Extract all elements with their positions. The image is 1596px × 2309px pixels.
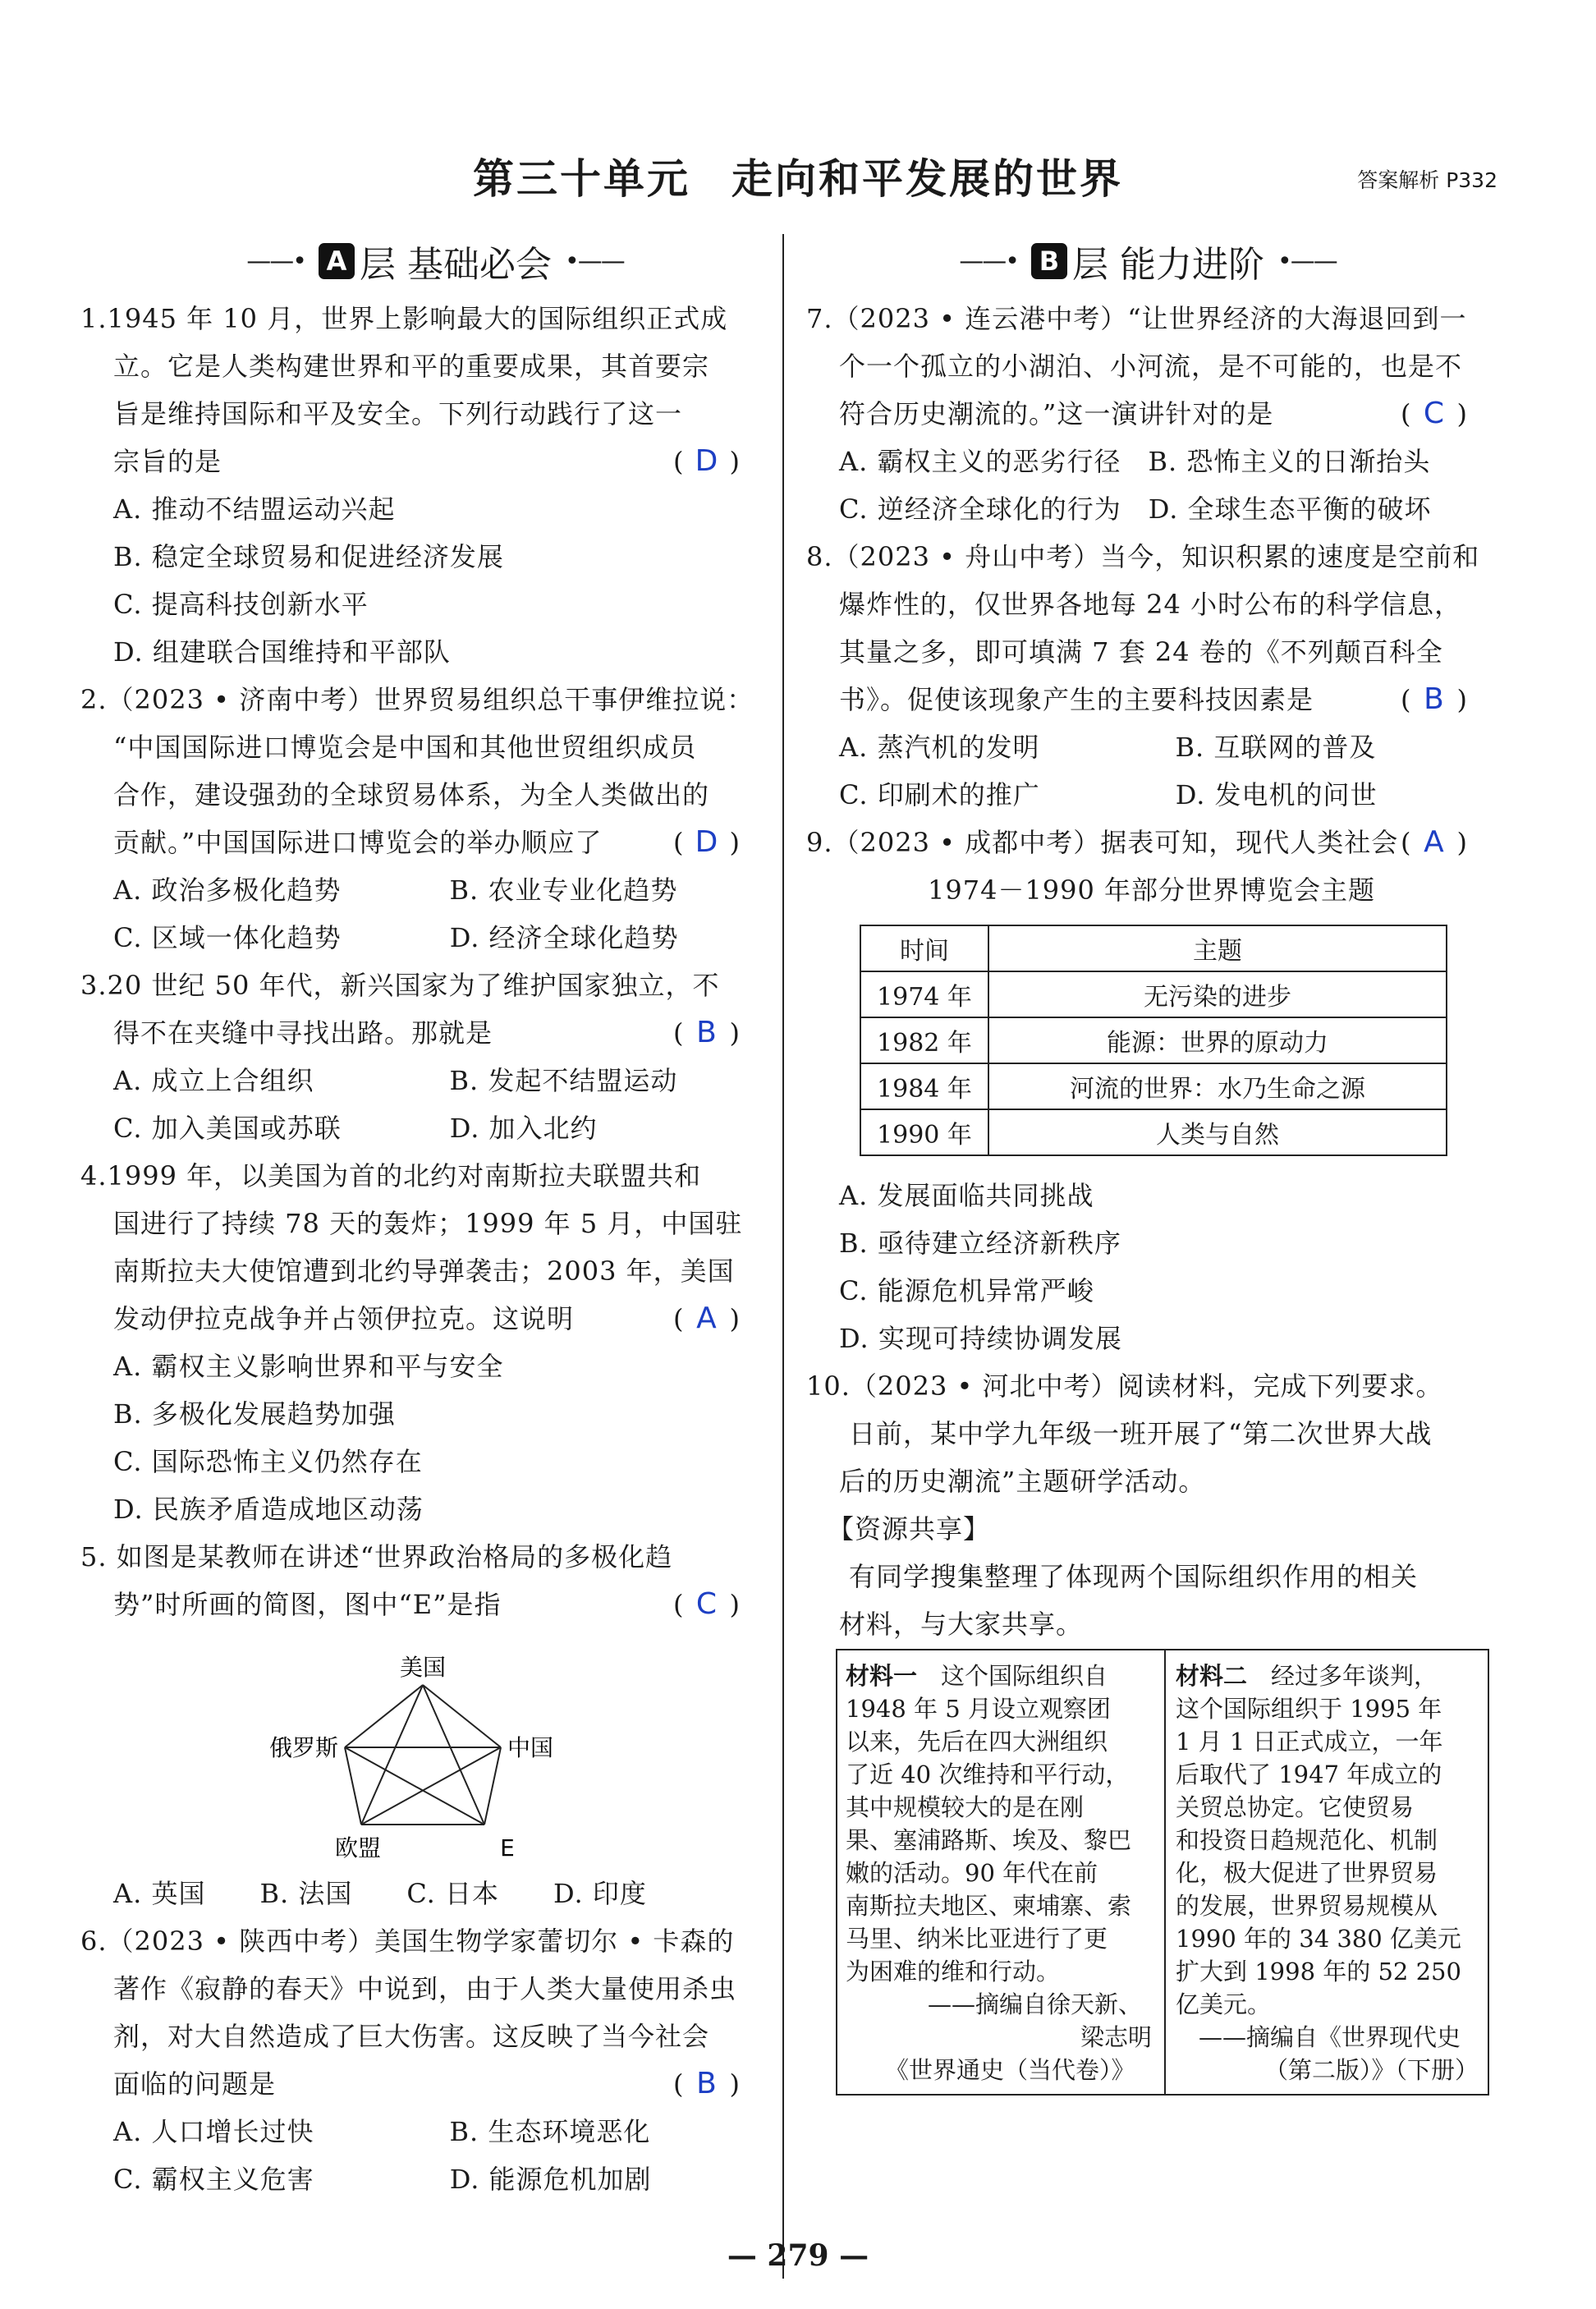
answer-paren: ( C ): [673, 1587, 740, 1621]
section-b-badge: B: [1031, 243, 1067, 279]
option-line: B. 稳定全球贸易和促进经济发展: [113, 541, 504, 572]
text-line: 8.（2023 • 舟山中考）当今，知识积累的速度是空前和: [806, 541, 1480, 572]
table-row: [860, 1063, 1447, 1109]
option-line: A. 政治多极化趋势 B. 农业专业化趋势: [113, 874, 678, 906]
option-line: D. 组建联合国维持和平部队: [113, 636, 451, 668]
table-cell: 1974 年: [860, 971, 988, 1017]
material-line: 关贸总协定。它使贸易: [1176, 1793, 1415, 1821]
text-line: 个一个孤立的小湖泊、小河流，是不可能的，也是不: [839, 351, 1463, 382]
table-cell: 1990 年: [860, 1109, 988, 1155]
node-label: 中国: [507, 1734, 554, 1761]
text-line: 著作《寂静的春天》中说到，由于人类大量使用杀虫: [113, 1973, 737, 2004]
option-line: A. 霸权主义的恶劣行径 B. 恐怖主义的日渐抬头: [839, 446, 1431, 477]
text-line: 后的历史潮流”主题研学活动。: [839, 1466, 1206, 1497]
material-line: 南斯拉夫地区、柬埔寨、索: [846, 1892, 1132, 1920]
answer-paren: ( B ): [1401, 682, 1467, 716]
text-line: 9.（2023 • 成都中考）据表可知，现代人类社会: [806, 827, 1399, 858]
edge-line: [345, 1747, 361, 1825]
materials-box: [836, 1649, 1489, 2096]
material-line: 嫩的活动。90 年代在前: [846, 1859, 1098, 1887]
option-line: D. 民族矛盾造成地区动荡: [113, 1494, 424, 1525]
material-line: 以来，先后在四大洲组织: [846, 1728, 1108, 1756]
table-cell: 无污染的进步: [988, 971, 1447, 1017]
material-line: 这个国际组织自: [917, 1662, 1108, 1690]
answer-mark: A: [696, 1301, 717, 1335]
option-line: A. 蒸汽机的发明 B. 互联网的普及: [839, 732, 1377, 763]
option-line: B. 亟待建立经济新秩序: [839, 1228, 1121, 1259]
table-header-cell: 时间: [860, 925, 988, 971]
material-line: 经过多年谈判，: [1247, 1662, 1438, 1690]
material-line: 这个国际组织于 1995 年: [1176, 1695, 1442, 1723]
text-line: 5. 如图是某教师在讲述“世界政治格局的多极化趋: [80, 1541, 673, 1572]
unit-title: 走向和平发展的世界: [732, 154, 1123, 203]
edge-line: [484, 1747, 501, 1825]
answer-paren: ( B ): [673, 2067, 740, 2100]
option-line: A. 成立上合组织 B. 发起不结盟运动: [113, 1065, 678, 1096]
answer-mark: D: [695, 444, 718, 478]
text-line: “中国国际进口博览会是中国和其他世贸组织成员: [113, 732, 697, 763]
table-row: [860, 971, 1447, 1017]
resource-heading: 【资源共享】: [828, 1513, 991, 1545]
diagonal-line: [361, 1685, 423, 1825]
answer-mark: B: [696, 2067, 717, 2100]
answer-reference: 答案解析 P332: [1357, 168, 1497, 192]
option-line: C. 区域一体化趋势 D. 经济全球化趋势: [113, 922, 679, 953]
answer-paren: ( D ): [673, 825, 740, 859]
material-one-label: 材料一: [846, 1662, 918, 1690]
material-source: 《世界通史（当代卷）》: [885, 2056, 1135, 2084]
table-header-row: [860, 925, 1447, 971]
node-label: 欧盟: [334, 1834, 382, 1861]
material-line: 的发展，世界贸易规模从: [1176, 1892, 1438, 1920]
option-line: C. 提高科技创新水平: [113, 589, 369, 620]
polarity-diagram: [246, 1650, 624, 1864]
text-line: 发动伊拉克战争并占领伊拉克。这说明: [113, 1303, 575, 1334]
node-label: 俄罗斯: [268, 1734, 338, 1761]
answer-paren: ( A ): [673, 1301, 740, 1335]
option-line: B. 多极化发展趋势加强: [113, 1398, 396, 1430]
text-line: 势”时所画的简图，图中“E”是指: [113, 1589, 502, 1620]
divider-left: ——•: [246, 246, 305, 276]
answer-mark: D: [695, 825, 718, 859]
option-line: A. 霸权主义影响世界和平与安全: [113, 1351, 504, 1382]
table-cell: 河流的世界：水乃生命之源: [988, 1063, 1447, 1109]
material-line: 果、塞浦路斯、埃及、黎巴: [846, 1826, 1132, 1854]
text-line: 3.20 世纪 50 年代，新兴国家为了维护国家独立，不: [80, 970, 720, 1001]
material-line: 扩大到 1998 年的 52 250: [1176, 1958, 1461, 1985]
option-line: C. 能源危机异常严峻: [839, 1275, 1094, 1306]
text-line: 7.（2023 • 连云港中考）“让世界经济的大海退回到一: [806, 303, 1467, 334]
material-two-label: 材料二: [1176, 1662, 1248, 1690]
answer-mark: B: [1424, 682, 1444, 716]
table-row: [860, 1109, 1447, 1155]
material-source: ——摘编自徐天新、: [928, 1990, 1143, 2018]
text-line: 爆炸性的，仅世界各地每 24 小时公布的科学信息，: [839, 589, 1462, 620]
divider-left: ——•: [959, 246, 1018, 276]
table-cell: 1982 年: [860, 1017, 988, 1063]
section-a-header: [99, 236, 772, 286]
answer-mark: B: [696, 1016, 717, 1049]
option-line: C. 国际恐怖主义仍然存在: [113, 1446, 423, 1477]
divider-right: •——: [565, 246, 624, 276]
material-line: 为困难的维和行动。: [846, 1958, 1061, 1985]
section-b-header: [795, 236, 1501, 286]
material-line: 1990 年的 34 380 亿美元: [1176, 1925, 1461, 1953]
text-line: 合作，建设强劲的全球贸易体系，为全人类做出的: [113, 779, 710, 810]
material-line: 1 月 1 日正式成立，一年: [1176, 1728, 1443, 1756]
material-line: 其中规模较大的是在刚: [846, 1793, 1085, 1821]
text-line: 日前，某中学九年级一班开展了“第二次世界大战: [849, 1418, 1433, 1449]
text-line: 符合历史潮流的。”这一演讲针对的是: [839, 398, 1274, 429]
diagonal-line: [423, 1685, 484, 1825]
material-line: 了近 40 次维持和平行动，: [846, 1760, 1130, 1788]
option-line: C. 印刷术的推广 D. 发电机的问世: [839, 779, 1378, 810]
answer-paren: ( A ): [1401, 825, 1467, 859]
material-source: （第二版）》（下册）: [1264, 2056, 1479, 2084]
option-line: A. 英国 B. 法国 C. 日本 D. 印度: [113, 1878, 647, 1909]
option-line: C. 霸权主义危害 D. 能源危机加剧: [113, 2164, 652, 2195]
text-line: 剂，对大自然造成了巨大伤害。这反映了当今社会: [113, 2021, 710, 2052]
answer-paren: ( B ): [673, 1016, 740, 1049]
expo-theme-table: [860, 925, 1447, 1156]
material-line: 亿美元。: [1176, 1990, 1272, 2018]
option-line: D. 实现可持续协调发展: [839, 1323, 1122, 1354]
text-line: 得不在夹缝中寻找出路。那就是: [113, 1017, 493, 1049]
text-line: 1.1945 年 10 月，世界上影响最大的国际组织正式成: [80, 303, 728, 334]
table-cell: 人类与自然: [988, 1109, 1447, 1155]
text-line: 其量之多，即可填满 7 套 24 卷的《不列颠百科全: [839, 636, 1443, 668]
text-line: 4.1999 年，以美国为首的北约对南斯拉夫联盟共和: [80, 1160, 702, 1191]
material-source: 梁志明: [1080, 2023, 1153, 2051]
answer-paren: ( D ): [673, 444, 740, 478]
table-cell: 能源：世界的原动力: [988, 1017, 1447, 1063]
option-line: A. 推动不结盟运动兴起: [113, 493, 396, 525]
table-row: [860, 1017, 1447, 1063]
material-line: 马里、纳米比亚进行了更: [846, 1925, 1108, 1953]
text-line: 6.（2023 • 陕西中考）美国生物学家蕾切尔 • 卡森的: [80, 1926, 735, 1957]
text-line: 有同学搜集整理了体现两个国际组织作用的相关: [849, 1561, 1419, 1592]
answer-mark: A: [1424, 825, 1444, 859]
material-source: ——摘编自《世界现代史: [1199, 2023, 1461, 2051]
pentagon-lines: [345, 1685, 501, 1825]
text-line: 贡献。”中国国际进口博览会的举办顺应了: [113, 827, 603, 858]
materials-divider: [1164, 1650, 1166, 2094]
material-line: 后取代了 1947 年成立的: [1176, 1760, 1442, 1788]
answer-mark: C: [1423, 397, 1445, 430]
answer-paren: ( C ): [1401, 397, 1467, 430]
text-line: 旨是维持国际和平及安全。下列行动践行了这一: [113, 398, 683, 429]
table-caption: 1974－1990 年部分世界博览会主题: [928, 874, 1376, 906]
material-line: 1948 年 5 月设立观察团: [846, 1695, 1111, 1723]
text-line: 10.（2023 • 河北中考）阅读材料，完成下列要求。: [806, 1370, 1443, 1402]
table-cell: 1984 年: [860, 1063, 988, 1109]
answer-mark: C: [695, 1587, 718, 1621]
text-line: 立。它是人类构建世界和平的重要成果，其首要宗: [113, 351, 710, 382]
text-line: 宗旨的是: [113, 446, 222, 477]
material-line: 化，极大促进了世界贸易: [1176, 1859, 1438, 1887]
text-line: 南斯拉夫大使馆遭到北约导弹袭击；2003 年，美国: [113, 1255, 735, 1287]
column-divider: [782, 234, 784, 2279]
option-line: C. 加入美国或苏联 D. 加入北约: [113, 1113, 598, 1144]
table-header-cell: 主题: [988, 925, 1447, 971]
text-line: 材料，与大家共享。: [839, 1609, 1084, 1640]
divider-right: •——: [1277, 246, 1337, 276]
edge-line: [345, 1685, 423, 1747]
section-b-label: 层 能力进阶: [1072, 244, 1264, 286]
section-a-badge: A: [319, 243, 355, 279]
option-line: A. 发展面临共同挑战: [839, 1180, 1094, 1211]
section-a-label: 层 基础必会: [360, 244, 552, 286]
option-line: A. 人口增长过快 B. 生态环境恶化: [113, 2116, 651, 2147]
text-line: 国进行了持续 78 天的轰炸；1999 年 5 月，中国驻: [113, 1208, 743, 1239]
unit-number: 第三十单元: [473, 154, 690, 203]
node-label: 美国: [399, 1654, 447, 1681]
text-line: 书》。促使该现象产生的主要科技因素是: [839, 684, 1314, 715]
text-line: 2.（2023 • 济南中考）世界贸易组织总干事伊维拉说：: [80, 684, 754, 715]
page-number: — 279 —: [727, 2238, 869, 2273]
edge-line: [423, 1685, 501, 1747]
node-label: E: [500, 1834, 515, 1861]
option-line: C. 逆经济全球化的行为 D. 全球生态平衡的破坏: [839, 493, 1432, 525]
text-line: 面临的问题是: [113, 2068, 277, 2100]
material-line: 和投资日趋规范化、机制: [1176, 1826, 1438, 1854]
